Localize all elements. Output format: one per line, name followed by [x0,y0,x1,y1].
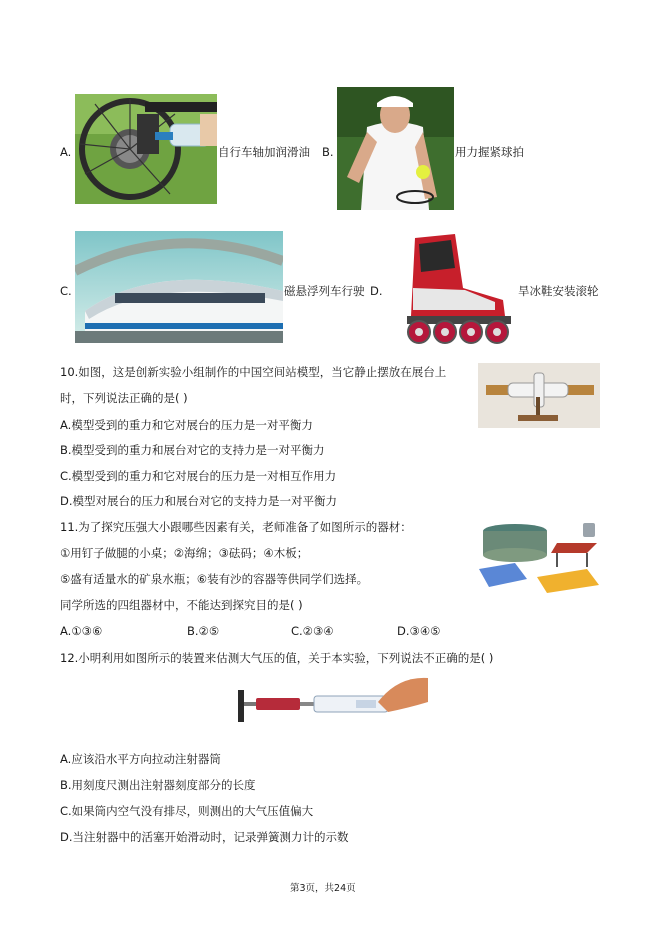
q11-stem-line1: 11.为了探究压强大小跟哪些因素有关，老师准备了如图所示的器材： [60,520,412,534]
q12-option-a: A.应该沿水平方向拉动注射器筒 [60,752,221,766]
maglev-train-image [75,231,283,343]
q10-option-d: D.模型对展台的压力和展台对它的支持力是一对平衡力 [60,494,338,508]
q12-option-c: C.如果筒内空气没有排尽，则测出的大气压值偏大 [60,804,314,818]
q11-option-d: D.③④⑤ [397,624,441,638]
q11-stem-line3: ⑤盛有适量水的矿泉水瓶；⑥装有沙的容器等供同学们选择。 [60,572,369,586]
q10-option-b: B.模型受到的重力和展台对它的支持力是一对平衡力 [60,443,325,457]
q10-option-a: A.模型受到的重力和它对展台的压力是一对平衡力 [60,418,313,432]
space-station-model-image [478,363,600,428]
q10-stem-line1: 10.如图，这是创新实验小组制作的中国空间站模型，当它静止摆放在展台上 [60,365,447,379]
q9-option-c-letter: C. [60,284,72,298]
tennis-player-image [337,87,454,210]
q9-option-b-text: 用力握紧球拍 [455,145,524,159]
q10-option-c: C.模型受到的重力和它对展台的压力是一对相互作用力 [60,469,337,483]
roller-skate-image [385,228,517,346]
bicycle-axle-image [75,94,217,204]
page-footer: 第3页，共24页 [290,883,356,894]
q9-option-d-letter: D. [370,284,383,298]
q10-stem-line2: 时，下列说法正确的是( ) [60,391,188,405]
q9-option-d-text: 旱冰鞋安装滚轮 [518,284,599,298]
q11-option-b: B.②⑤ [187,624,220,638]
q11-option-c: C.②③④ [291,624,334,638]
q9-option-a-letter: A. [60,145,72,159]
pressure-apparatus-image [475,517,603,597]
syringe-apparatus-image [238,672,428,722]
q12-option-b: B.用刻度尺测出注射器刻度部分的长度 [60,778,256,792]
q9-option-b-letter: B. [322,145,334,159]
q9-option-c-text: 磁悬浮列车行驶 [284,284,365,298]
q11-stem-line4: 同学所选的四组器材中，不能达到探究目的是( ) [60,598,303,612]
q12-option-d: D.当注射器中的活塞开始滑动时，记录弹簧测力计的示数 [60,830,349,844]
q11-stem-line2: ①用钉子做腿的小桌；②海绵；③砝码；④木板； [60,546,309,560]
q9-option-a-text: 自行车轴加润滑油 [218,145,310,159]
q12-stem: 12.小明利用如图所示的装置来估测大气压的值，关于本实验，下列说法不正确的是( ) [60,651,494,665]
q11-option-a: A.①③⑥ [60,624,103,638]
